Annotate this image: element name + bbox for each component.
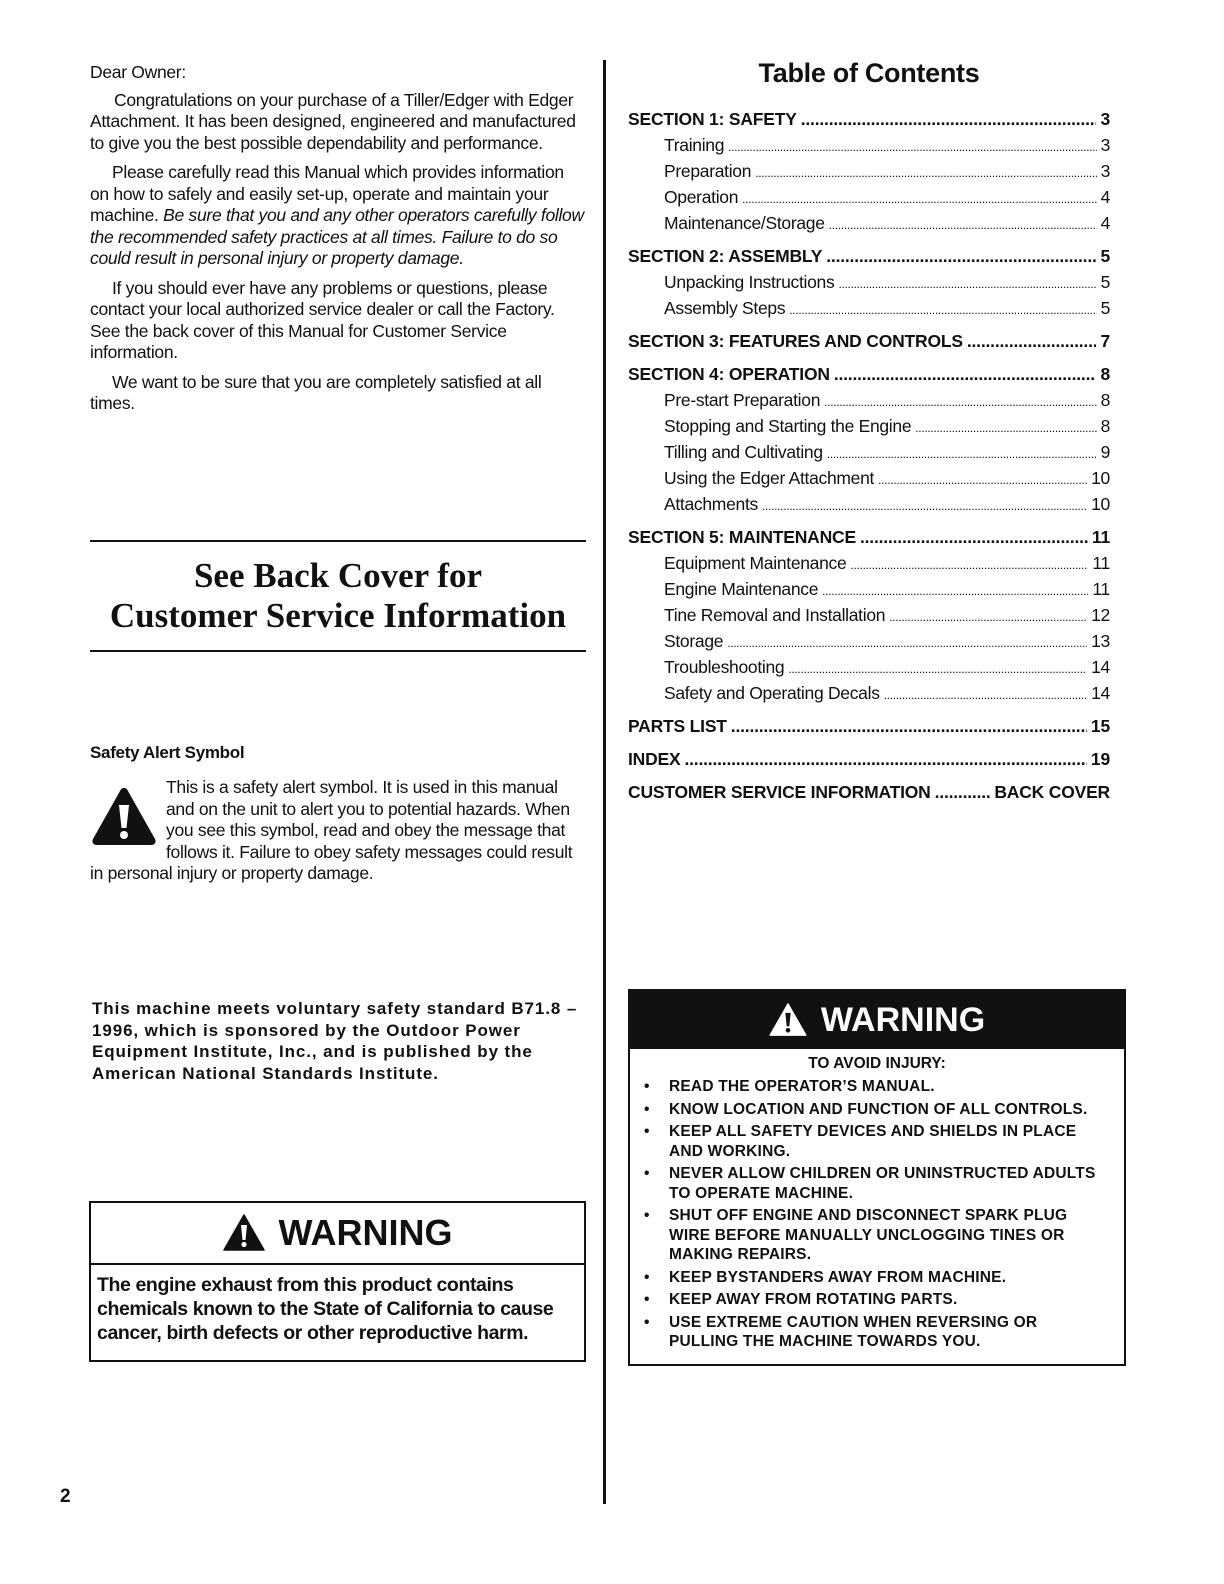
banner-line-2: Customer Service Information: [109, 596, 567, 635]
general-warning-list: [630, 1077, 1124, 1352]
general-warning-item: • KEEP AWAY FROM ROTATING PARTS.: [644, 1290, 1106, 1310]
toc-section-page: 5: [1100, 246, 1110, 266]
general-warning-item: • READ THE OPERATOR’S MANUAL.: [644, 1077, 1106, 1097]
toc-section-label: PARTS LIST: [628, 716, 727, 736]
toc-section-label: SECTION 1: SAFETY: [628, 109, 797, 129]
california-warning-text: The engine exhaust from this product contains chemicals known to the State of California to cause cancer, birth defects or other reproductive harm.: [97, 1274, 554, 1344]
toc-entry-label: Pre-start Preparation: [664, 390, 821, 410]
toc-entry-page: 9: [1100, 442, 1110, 462]
toc-section-row: [628, 782, 1110, 808]
toc-leader: [915, 416, 1096, 437]
toc-entry-label: Assembly Steps: [664, 298, 786, 318]
toc-section-page: 8: [1100, 364, 1110, 384]
toc-leader: [788, 657, 1087, 678]
toc-section-page: 15: [1090, 716, 1110, 736]
toc-entry-label: Safety and Operating Decals: [664, 683, 880, 703]
toc-section-row: [628, 246, 1110, 272]
general-warning-heading: WARNING: [820, 1000, 986, 1039]
toc-section-label: SECTION 3: FEATURES AND CONTROLS: [628, 331, 963, 351]
toc-entry-page: 10: [1091, 468, 1110, 488]
toc-section-label: SECTION 4: OPERATION: [628, 364, 830, 384]
toc-entry-label: Attachments: [664, 494, 758, 514]
toc-section-row: [628, 109, 1110, 135]
toc-entry-row: [628, 135, 1110, 161]
toc-leader: [884, 683, 1087, 704]
toc-entry-page: 13: [1091, 631, 1110, 651]
toc-entry-label: Maintenance/Storage: [664, 213, 825, 233]
toc-entry-page: 4: [1100, 187, 1110, 207]
toc-entry-row: [628, 298, 1110, 324]
toc-entry-row: [628, 631, 1110, 657]
toc-section-page: 7: [1100, 331, 1110, 351]
safety-alert-block: [90, 777, 580, 885]
toc-entry-row: [628, 161, 1110, 187]
letter-paragraph: Please carefully read this Manual which provides information on how to safely and easily set-up, operate and maintain your machine. Be sure that you and any other operators carefully follow the recommended safety practices at all times. Failure to do so could result in personal injury or property damage.: [90, 162, 584, 268]
toc-title: Table of Contents: [758, 58, 980, 88]
general-warning-box: [628, 989, 1126, 1366]
toc-entry-label: Using the Edger Attachment: [664, 468, 875, 488]
toc-entry-label: Operation: [664, 187, 739, 207]
see-back-cover-banner: [90, 540, 586, 652]
toc-leader: [801, 109, 1097, 130]
toc-entry-label: Troubleshooting: [664, 657, 785, 677]
toc-leader: [889, 605, 1087, 626]
toc-section-label: CUSTOMER SERVICE INFORMATION: [628, 782, 931, 802]
toc-section-page: 3: [1100, 109, 1110, 129]
toc-entry-page: 3: [1100, 135, 1110, 155]
safety-alert-title: Safety Alert Symbol: [90, 743, 245, 762]
general-warning-item: • USE EXTREME CAUTION WHEN REVERSING OR PULLING THE MACHINE TOWARDS YOU.: [644, 1313, 1106, 1352]
toc-leader: [727, 631, 1087, 652]
toc-entry-row: [628, 553, 1110, 579]
toc-entry-page: 11: [1092, 553, 1110, 573]
toc-entry-page: 14: [1091, 657, 1110, 677]
toc-entry-page: 5: [1100, 272, 1110, 292]
toc-entry-row: [628, 187, 1110, 213]
toc-entry-label: Unpacking Instructions: [664, 272, 835, 292]
toc-entry-label: Training: [664, 135, 725, 155]
toc-entry-row: [628, 683, 1110, 709]
toc-section-row: [628, 716, 1110, 742]
toc-entry-page: 10: [1091, 494, 1110, 514]
california-warning-heading: WARNING: [278, 1212, 453, 1253]
toc-leader: [826, 246, 1096, 267]
general-warning-item: • KEEP ALL SAFETY DEVICES AND SHIELDS IN PLACE AND WORKING.: [644, 1122, 1106, 1161]
toc-section-label: SECTION 5: MAINTENANCE: [628, 527, 856, 547]
letter-paragraph: If you should ever have any problems or questions, please contact your local authorized service dealer or call the Factory. See the back cover of this Manual for Customer Service information.: [90, 277, 555, 362]
warning-triangle-icon: [769, 1003, 807, 1037]
toc-entry-label: Preparation: [664, 161, 752, 181]
toc-entry-page: 14: [1091, 683, 1110, 703]
toc-leader: [684, 749, 1086, 770]
toc-section-page: BACK COVER: [994, 782, 1110, 802]
column-divider: [603, 60, 606, 1504]
toc-entry-page: 3: [1100, 161, 1110, 181]
toc-entry-row: [628, 442, 1110, 468]
toc-entry-row: [628, 272, 1110, 298]
general-warning-item: • KEEP BYSTANDERS AWAY FROM MACHINE.: [644, 1268, 1106, 1288]
toc-leader: [742, 187, 1096, 208]
toc-section-page: 19: [1090, 749, 1110, 769]
letter-salutation: Dear Owner:: [90, 62, 186, 82]
general-warning-item: • SHUT OFF ENGINE AND DISCONNECT SPARK PLUG WIRE BEFORE MANUALLY UNCLOGGING TINES OR MAKING REPAIRS.: [644, 1206, 1106, 1265]
toc-entry-page: 12: [1091, 605, 1110, 625]
general-warning-item: • NEVER ALLOW CHILDREN OR UNINSTRUCTED ADULTS TO OPERATE MACHINE.: [644, 1164, 1106, 1203]
toc-leader: [824, 390, 1096, 411]
warning-triangle-icon: [223, 1214, 265, 1252]
letter-paragraph: We want to be sure that you are completely satisfied at all times.: [90, 371, 542, 413]
toc-leader: [728, 135, 1096, 156]
toc-section-page: 11: [1091, 527, 1110, 547]
letter-emphasis: Be sure that you and any other operators carefully follow the recommended safety practices at all times. Failure to do so could result in personal injury or property damage.: [90, 205, 584, 268]
owner-letter: [90, 62, 586, 423]
general-warning-header: [630, 991, 1124, 1049]
toc-entry-page: 5: [1100, 298, 1110, 318]
toc-leader: [789, 298, 1096, 319]
toc-leader: [878, 468, 1087, 489]
toc-leader: [755, 161, 1096, 182]
toc-entry-label: Storage: [664, 631, 724, 651]
toc-section-row: [628, 527, 1110, 553]
toc-leader: [850, 553, 1088, 574]
toc-section-label: INDEX: [628, 749, 681, 769]
safety-alert-text: This is a safety alert symbol. It is used in this manual and on the unit to alert you to potential hazards. When you see this symbol, read and obey the message that follows it. Failure to obey safety messages could result in personal injury or property damage.: [90, 777, 573, 883]
banner-line-1: See Back Cover for: [193, 556, 483, 595]
toc-leader: [827, 442, 1097, 463]
california-warning-box: [89, 1201, 586, 1362]
toc-entry-page: 11: [1092, 579, 1110, 599]
toc-entry-label: Stopping and Starting the Engine: [664, 416, 912, 436]
california-warning-header: [91, 1203, 584, 1265]
toc-list: [628, 109, 1110, 808]
toc-entry-row: [628, 390, 1110, 416]
safety-alert-icon: [90, 785, 158, 847]
toc-section-row: [628, 749, 1110, 775]
toc-entry-row: [628, 579, 1110, 605]
toc-leader: [935, 782, 991, 803]
toc-leader: [967, 331, 1097, 352]
toc-leader: [762, 494, 1087, 515]
general-warning-subheading: TO AVOID INJURY:: [808, 1055, 946, 1072]
toc-entry-page: 8: [1100, 416, 1110, 436]
toc-entry-row: [628, 494, 1110, 520]
toc-section-row: [628, 331, 1110, 357]
toc-entry-row: [628, 468, 1110, 494]
toc-entry-label: Tilling and Cultivating: [664, 442, 823, 462]
toc-entry-label: Tine Removal and Installation: [664, 605, 886, 625]
standard-notice: This machine meets voluntary safety standard B71.8 – 1996, which is sponsored by the Outdoor Power Equipment Institute, Inc., and is published by the American National Standards Institute.: [92, 999, 578, 1083]
toc-section-label: SECTION 2: ASSEMBLY: [628, 246, 823, 266]
table-of-contents: [628, 58, 1110, 808]
toc-leader: [860, 527, 1088, 548]
toc-section-row: [628, 364, 1110, 390]
page-number: 2: [60, 1486, 71, 1507]
toc-leader: [829, 213, 1097, 234]
toc-entry-page: 8: [1100, 390, 1110, 410]
toc-entry-label: Equipment Maintenance: [664, 553, 847, 573]
toc-entry-page: 4: [1100, 213, 1110, 233]
letter-paragraph: Congratulations on your purchase of a Tiller/Edger with Edger Attachment. It has been designed, engineered and manufactured to give you the best possible dependability and performance.: [90, 89, 576, 153]
toc-entry-row: [628, 657, 1110, 683]
toc-entry-row: [628, 213, 1110, 239]
toc-leader: [731, 716, 1087, 737]
toc-entry-row: [628, 605, 1110, 631]
general-warning-item: • KNOW LOCATION AND FUNCTION OF ALL CONTROLS.: [644, 1100, 1106, 1120]
toc-leader: [822, 579, 1088, 600]
toc-leader: [834, 364, 1097, 385]
toc-entry-label: Engine Maintenance: [664, 579, 819, 599]
toc-leader: [838, 272, 1096, 293]
toc-entry-row: [628, 416, 1110, 442]
